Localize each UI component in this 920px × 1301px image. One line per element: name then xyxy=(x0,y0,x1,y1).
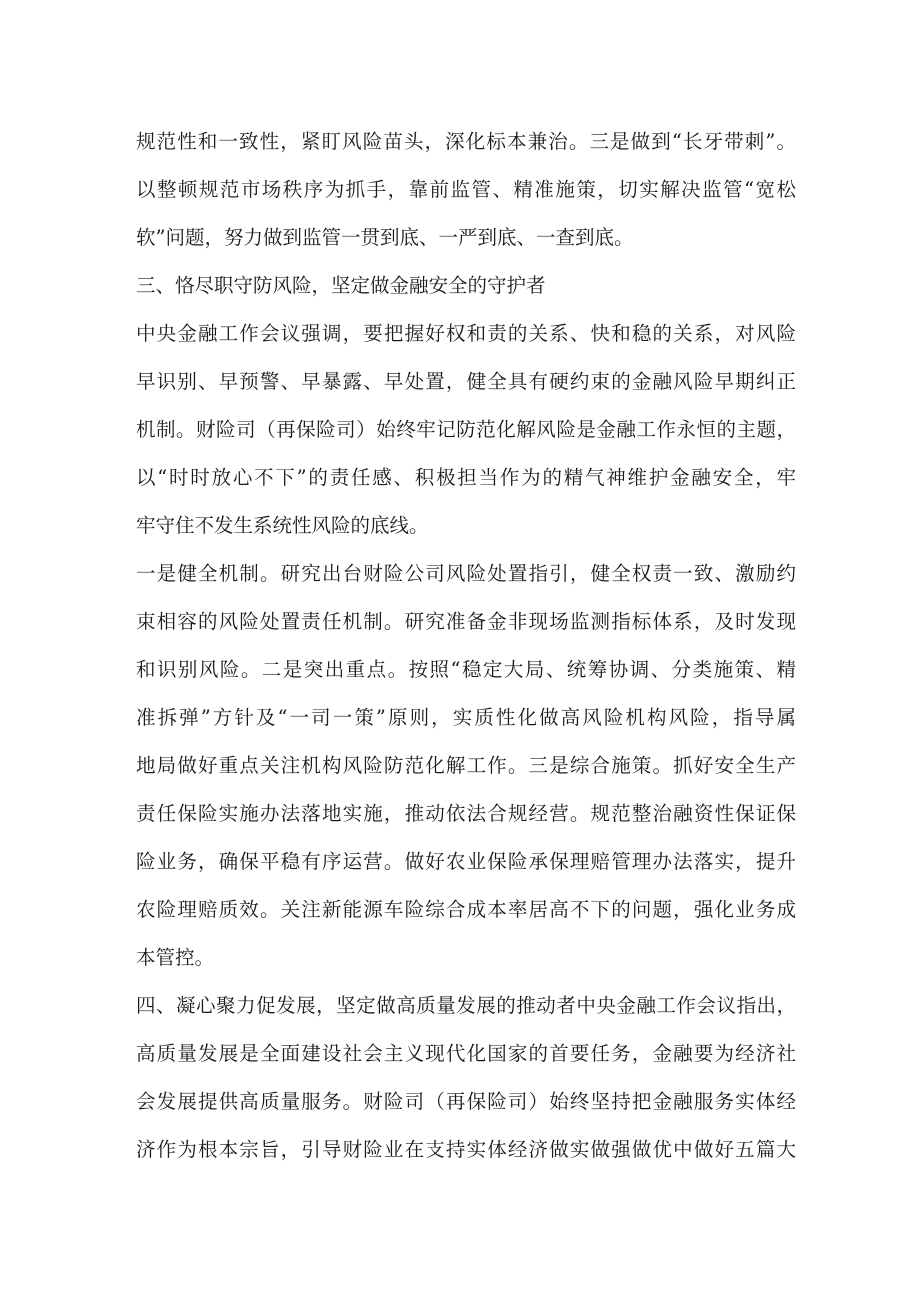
document-page xyxy=(136,118,796,1174)
text-line: 一是健全机制。研究出台财险公司风险处置指引，健全权责一致、激励约 xyxy=(136,562,796,585)
text-line: 三、恪尽职守防风险，坚定做金融安全的守护者 xyxy=(136,274,546,297)
text-line: 中央金融工作会议强调，要把握好权和责的关系、快和稳的关系，对风险 xyxy=(136,322,796,345)
text-line: 地局做好重点关注机构风险防范化解工作。三是综合施策。抓好安全生产 xyxy=(136,754,796,777)
text-line: 软”问题，努力做到监管一贯到底、一严到底、一查到底。 xyxy=(136,226,634,249)
text-line: 机制。财险司（再保险司）始终牢记防范化解风险是金融工作永恒的主题， xyxy=(136,418,796,441)
text-line: 四、凝心聚力促发展，坚定做高质量发展的推动者中央金融工作会议指出， xyxy=(136,994,796,1017)
text-line: 农险理赔质效。关注新能源车险综合成本率居高不下的问题，强化业务成 xyxy=(136,898,796,921)
text-line: 牢守住不发生系统性风险的底线。 xyxy=(136,514,429,537)
text-line: 规范性和一致性，紧盯风险苗头，深化标本兼治。三是做到“长牙带刺”。 xyxy=(136,130,796,153)
text-line: 以“时时放心不下”的责任感、积极担当作为的精气神维护金融安全，牢 xyxy=(136,466,796,489)
text-line: 准拆弹”方针及“一司一策”原则，实质性化做高风险机构风险，指导属 xyxy=(136,706,796,729)
text-line: 险业务，确保平稳有序运营。做好农业保险承保理赔管理办法落实，提升 xyxy=(136,850,796,873)
text-line: 以整顿规范市场秩序为抓手，靠前监管、精准施策，切实解决监管“宽松 xyxy=(136,178,796,201)
text-line: 济作为根本宗旨，引导财险业在支持实体经济做实做强做优中做好五篇大 xyxy=(136,1138,796,1161)
text-line: 责任保险实施办法落地实施，推动依法合规经营。规范整治融资性保证保 xyxy=(136,802,796,825)
text-line: 束相容的风险处置责任机制。研究准备金非现场监测指标体系，及时发现 xyxy=(136,610,796,633)
text-line: 早识别、早预警、早暴露、早处置，健全具有硬约束的金融风险早期纠正 xyxy=(136,370,796,393)
text-line: 高质量发展是全面建设社会主义现代化国家的首要任务，金融要为经济社 xyxy=(136,1042,796,1065)
text-line: 和识别风险。二是突出重点。按照“稳定大局、统筹协调、分类施策、精 xyxy=(136,658,796,681)
text-line: 会发展提供高质量服务。财险司（再保险司）始终坚持把金融服务实体经 xyxy=(136,1090,796,1113)
text-line: 本管控。 xyxy=(136,946,215,969)
